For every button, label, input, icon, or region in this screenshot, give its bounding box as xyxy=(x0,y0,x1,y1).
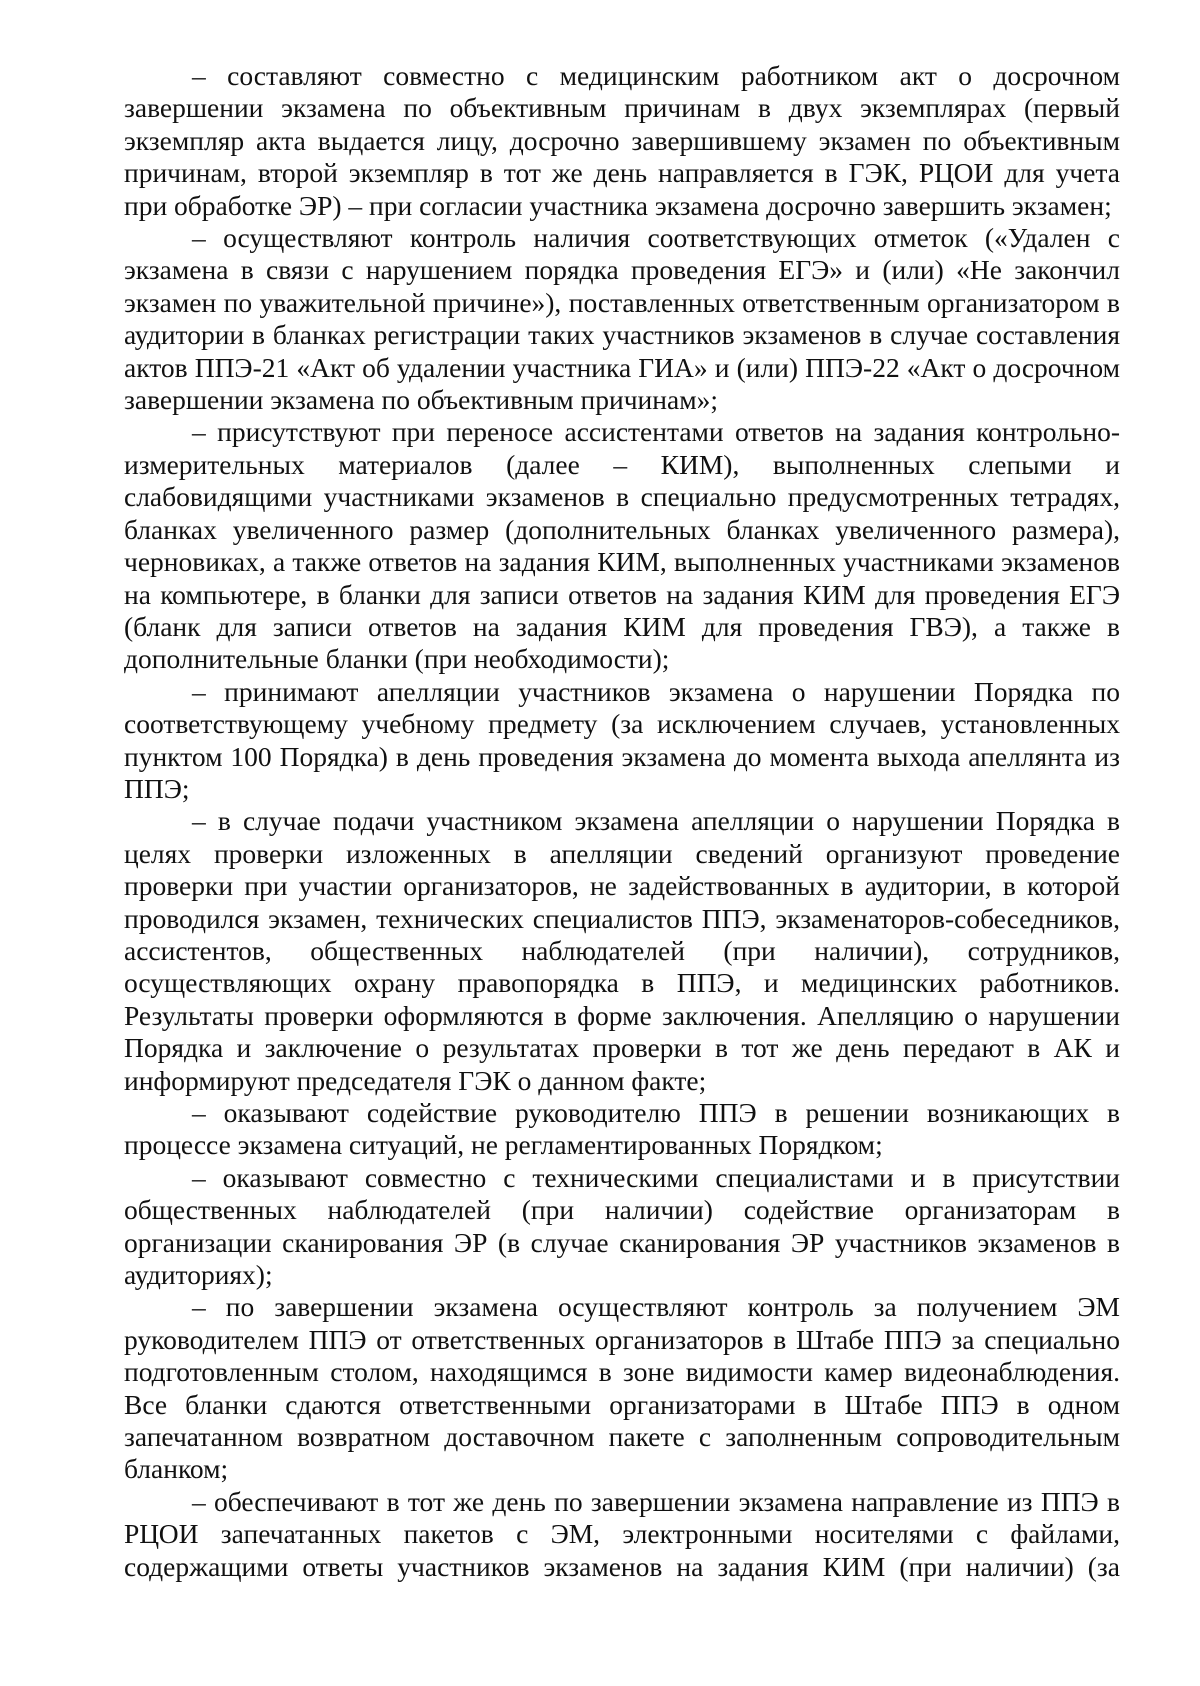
paragraph-control-receipt: – по завершении экзамена осуществляют контроль за получением ЭМ руководителем ППЭ от ответственных организаторов в Штабе ППЭ за специально подготовленным столом, находящимся в зоне видимости камер видеонаблюдения. Все бланки сдаются ответственными организаторами в Штабе ППЭ в одном запечатанном возвратном доставочном пакете с заполненным сопроводительным бланком; xyxy=(124,1291,1120,1485)
paragraph-accept-appeals: – принимают апелляции участников экзамена о нарушении Порядка по соответствующему учебному предмету (за исключением случаев, установленных пунктом 100 Порядка) в день проведения экзамена до момента выхода апеллянта из ППЭ; xyxy=(124,675,1120,804)
paragraph-control-marks: – осуществляют контроль наличия соответствующих отметок («Удален с экзамена в связи с нарушением порядка проведения ЕГЭ» и (или) «Не закончил экзамен по уважительной причине»), поставленных ответственным организатором в аудитории в бланках регистрации таких участников экзаменов в случае составления актов ППЭ-21 «Акт об удалении участника ГИА» и (или) ППЭ-22 «Акт о досрочном завершении экзамена по объективным причинам»; xyxy=(124,222,1120,416)
paragraph-send-packages: – обеспечивают в тот же день по завершении экзамена направление из ППЭ в РЦОИ запечатанных пакетов с ЭМ, электронными носителями с файлами, содержащими ответы участников экзаменов на задания КИМ (при наличии) (за xyxy=(124,1485,1120,1582)
paragraph-scanning-assistance: – оказывают совместно с техническими специалистами и в присутствии общественных наблюдателей (при наличии) содействие организаторам в организации сканирования ЭР (в случае сканирования ЭР участников экзаменов в аудиториях); xyxy=(124,1161,1120,1291)
paragraph-act-early-completion: – составляют совместно с медицинским работником акт о досрочном завершении экзамена по объективным причинам в двух экземплярах (первый экземпляр акта выдается лицу, досрочно завершившему экзамен по объективным причинам, второй экземпляр в тот же день направляется в ГЭК, РЦОИ для учета при обработке ЭР) – при согласии участника экзамена досрочно завершить экзамен; xyxy=(124,60,1120,221)
document-page xyxy=(124,60,1120,1583)
paragraph-assistants-transfer: – присутствуют при переносе ассистентами ответов на задания контрольно-измерительных материалов (далее – КИМ), выполненных слепыми и слабовидящими участниками экзаменов в специально предусмотренных тетрадях, бланках увеличенного размер (дополнительных бланках увеличенного размера), черновиках, а также ответов на задания КИМ, выполненных участниками экзаменов на компьютере, в бланки для записи ответов на задания КИМ для проведения ЕГЭ (бланк для записи ответов на задания КИМ для проведения ГВЭ), а также в дополнительные бланки (при необходимости); xyxy=(124,416,1120,675)
paragraph-appeal-verification: – в случае подачи участником экзамена апелляции о нарушении Порядка в целях проверки изложенных в апелляции сведений организуют проведение проверки при участии организаторов, не задействованных в аудитории, в которой проводился экзамен, технических специалистов ППЭ, экзаменаторов-собеседников, ассистентов, общественных наблюдателей (при наличии), сотрудников, осуществляющих охрану правопорядка в ППЭ, и медицинских работников. Результаты проверки оформляются в форме заключения. Апелляцию о нарушении Порядка и заключение о результатах проверки в тот же день передают в АК и информируют председателя ГЭК о данном факте; xyxy=(124,805,1120,1096)
paragraph-assist-head: – оказывают содействие руководителю ППЭ в решении возникающих в процессе экзамена ситуаций, не регламентированных Порядком; xyxy=(124,1097,1120,1161)
